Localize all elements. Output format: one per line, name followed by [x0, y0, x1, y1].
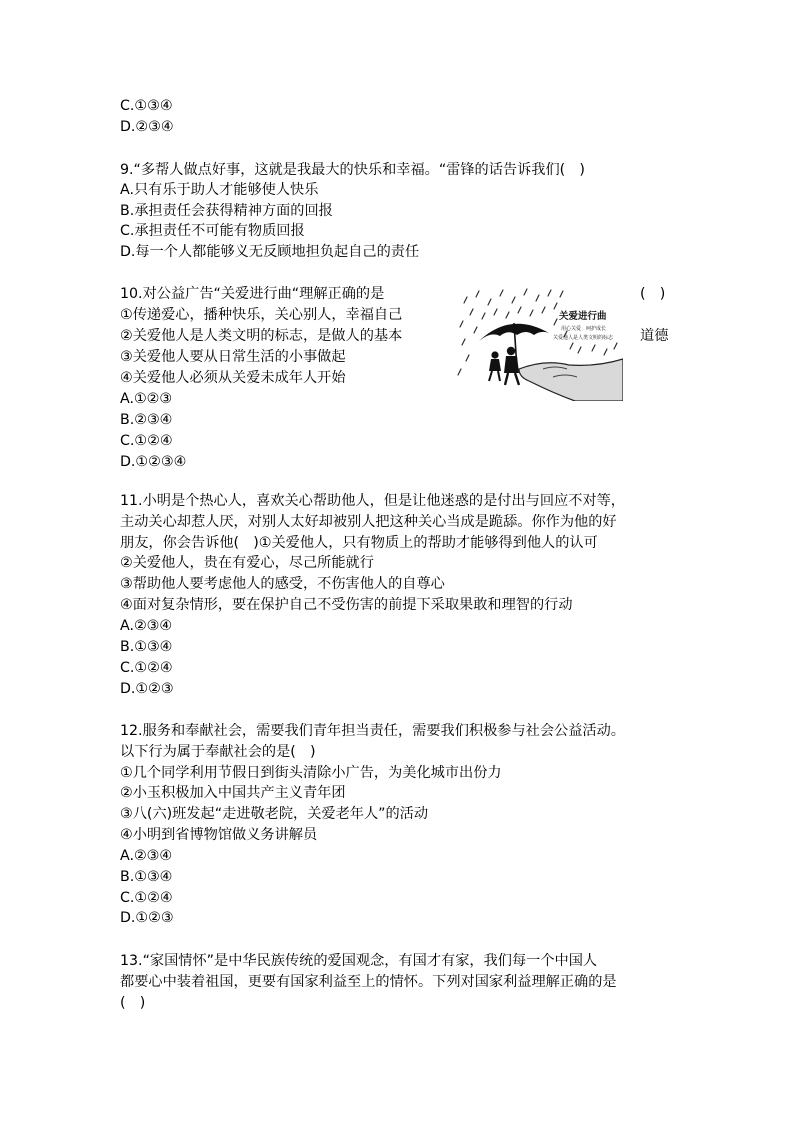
option-c: C.①③④	[120, 98, 173, 114]
question-11-option-d: D.①②③	[120, 681, 174, 697]
question-11-line-4: ②关爱他人，贵在有爱心，尽己所能就行	[120, 555, 374, 571]
question-12-line-3: ①几个同学利用节假日到街头清除小广告，为美化城市出份力	[120, 765, 502, 781]
question-13-line-3: ( )	[120, 995, 146, 1011]
question-9-option-b: B.承担责任会获得精神方面的回报	[120, 203, 333, 219]
illustration-subtitle-1: 用心关爱 呵护成长	[561, 326, 607, 332]
question-12-option-c: C.①②④	[120, 890, 173, 906]
question-10-statement-4: ④关爱他人必须从关爱未成年人开始	[120, 370, 346, 386]
question-11-option-c: C.①②④	[120, 660, 173, 676]
illustration-title: 关爱进行曲	[559, 311, 607, 322]
question-11-line-2: 主动关心却惹人厌，对别人太好却被别人把这种关心当成是跪舔。你作为他的好	[120, 514, 617, 530]
question-12-line-6: ④小明到省博物馆做义务讲解员	[120, 827, 318, 843]
question-12-option-d: D.①②③	[120, 910, 174, 926]
question-12-line-1: 12.服务和奉献社会，需要我们青年担当责任，需要我们积极参与社会公益活动。	[120, 723, 625, 739]
question-10-statement-2: ②关爱他人是人类文明的标志，是做人的基本	[120, 328, 403, 344]
question-11-line-5: ③帮助他人要考虑他人的感受，不伤害他人的自尊心	[120, 576, 445, 592]
question-12-line-5: ③八(六)班发起“走进敬老院，关爱老年人”的活动	[120, 806, 429, 822]
question-9-option-d: D.每一个人都能够义无反顾地担负起自己的责任	[120, 244, 420, 260]
question-9-stem: 9.“多帮人做点好事，这就是我最大的快乐和幸福。“雷锋的话告诉我们( )	[120, 162, 585, 178]
question-10-option-a: A.①②③	[120, 391, 173, 407]
question-10-option-c: C.①②④	[120, 433, 173, 449]
question-10-statement-3: ③关爱他人要从日常生活的小事做起	[120, 349, 346, 365]
question-10-option-b: B.②③④	[120, 412, 173, 428]
question-13-line-1: 13.“家国情怀”是中华民族传统的爱国观念，有国才有家，我们每一个中国人	[120, 953, 598, 969]
question-11-option-a: A.②③④	[120, 618, 173, 634]
question-11-line-1: 11.小明是个热心人，喜欢关心帮助他人，但是让他迷惑的是付出与回应不对等，	[120, 493, 625, 509]
question-13-line-2: 都要心中装着祖国，更要有国家利益至上的情怀。下列对国家利益理解正确的是	[120, 974, 617, 990]
question-12-line-4: ②小玉积极加入中国共产主义青年团	[120, 785, 346, 801]
question-11-line-6: ④面对复杂情形，要在保护自己不受伤害的前提下采取果敢和理智的行动	[120, 597, 573, 613]
option-d: D.②③④	[120, 119, 174, 135]
question-9-option-a: A.只有乐于助人才能够使人快乐	[120, 182, 319, 198]
question-12-option-b: B.①③④	[120, 869, 173, 885]
public-ad-illustration	[457, 285, 623, 401]
question-10-statement-1: ①传递爱心，播种快乐，关心别人，幸福自己	[120, 307, 403, 323]
question-10-blank: ( )	[640, 286, 666, 302]
illustration-subtitle-2: 关爱他人是人类文明的标志	[553, 335, 614, 341]
question-10-stem: 10.对公益广告“关爱进行曲“理解正确的是	[120, 286, 385, 302]
question-12-line-2: 以下行为属于奉献社会的是( )	[120, 744, 316, 760]
question-10-statement-2-tail: 道德	[640, 328, 669, 344]
question-11-option-b: B.①③④	[120, 639, 173, 655]
question-10-option-d: D.①②③④	[120, 454, 187, 470]
question-11-line-3: 朋友，你会告诉他( )①关爱他人，只有物质上的帮助才能够得到他人的认可	[120, 535, 598, 551]
question-12-option-a: A.②③④	[120, 848, 173, 864]
question-9-option-c: C.承担责任不可能有物质回报	[120, 223, 305, 239]
